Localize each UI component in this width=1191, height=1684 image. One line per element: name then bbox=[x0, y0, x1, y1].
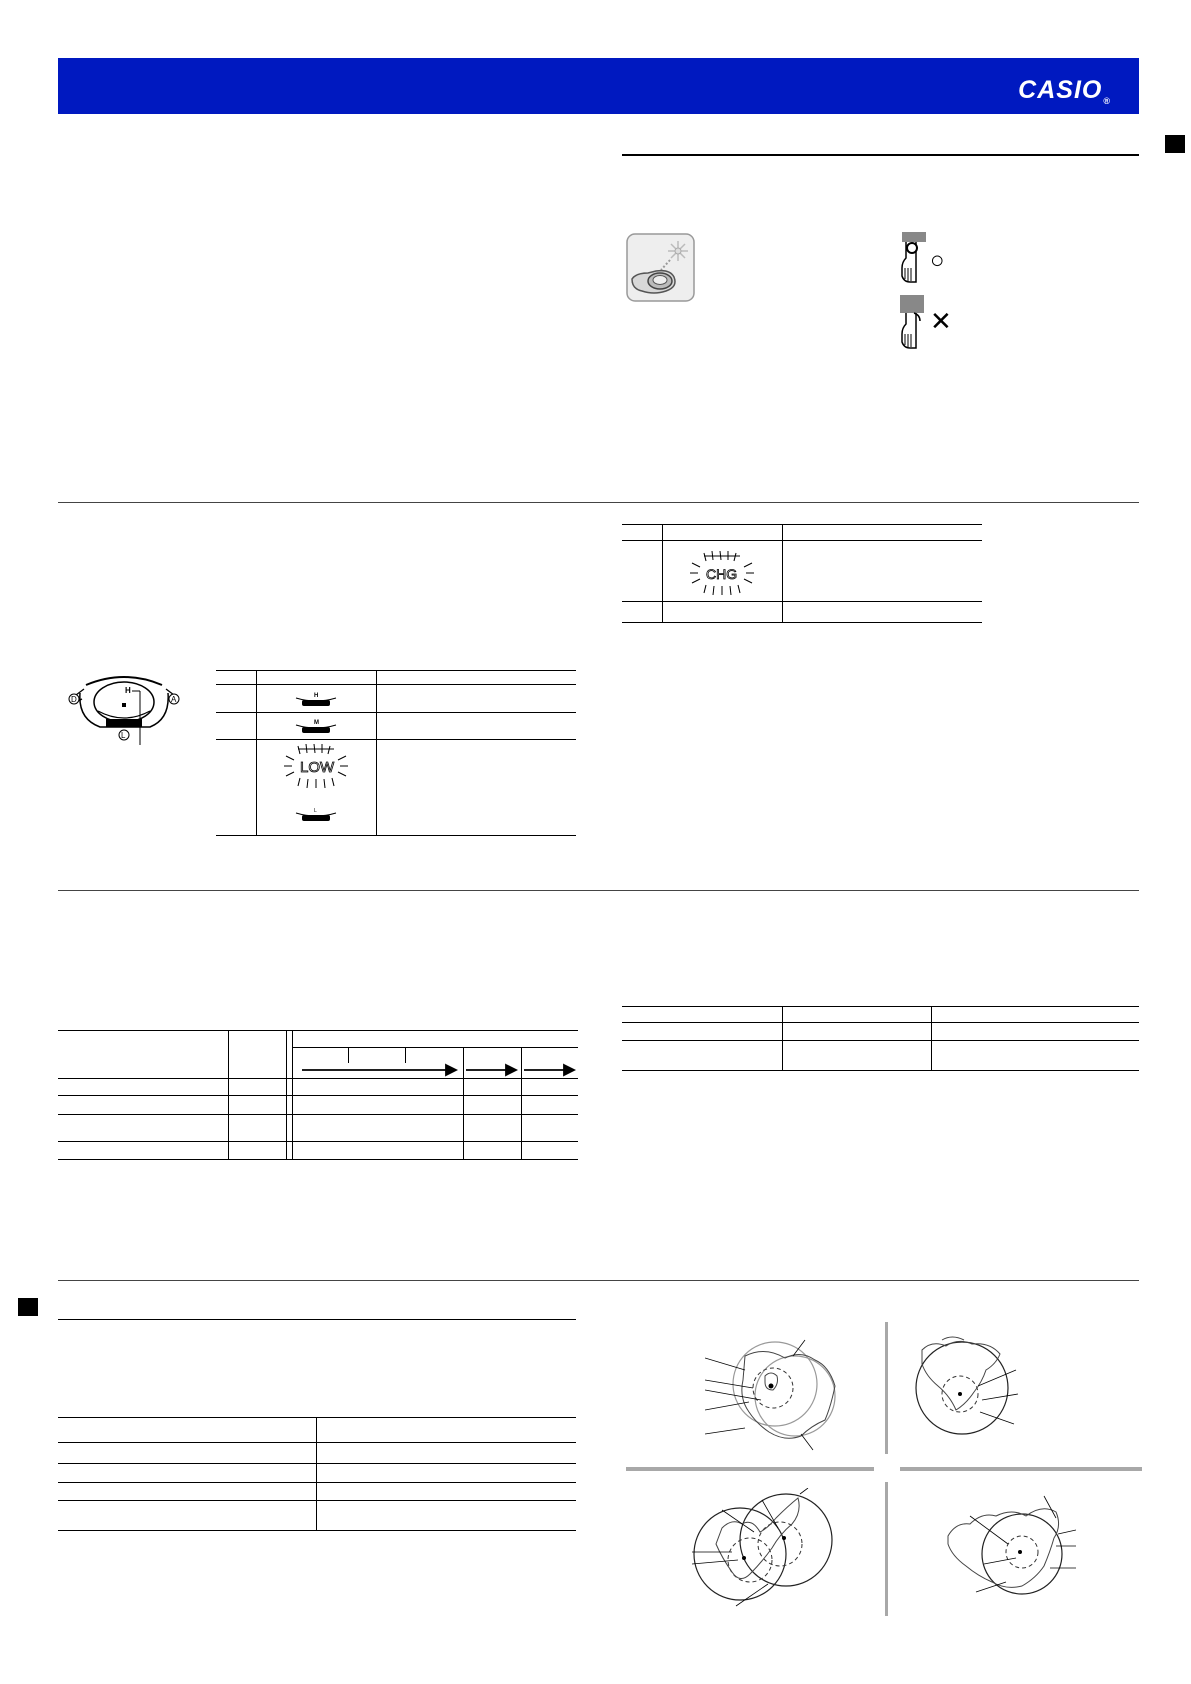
section-rule bbox=[622, 154, 1139, 156]
svg-text:A: A bbox=[171, 695, 177, 704]
china-map bbox=[946, 1492, 1076, 1612]
wrist-sleeve-icon bbox=[898, 295, 928, 350]
incorrect-wear-mark: ✕ bbox=[930, 306, 952, 336]
header-bar bbox=[58, 58, 1139, 114]
section-divider bbox=[58, 890, 1139, 891]
marker-h-label: H bbox=[125, 686, 131, 695]
japan-map bbox=[692, 1488, 842, 1618]
solar-charging-icon bbox=[626, 233, 695, 302]
level-l-display bbox=[294, 805, 338, 828]
svg-text:CHG: CHG bbox=[706, 566, 738, 582]
section-rule bbox=[58, 1319, 576, 1320]
svg-text:D: D bbox=[71, 695, 77, 704]
section-divider bbox=[58, 502, 1139, 503]
svg-text:L: L bbox=[121, 731, 126, 740]
brand-logo: CASIO® bbox=[1018, 76, 1111, 106]
correct-wear-mark: ○ bbox=[930, 247, 945, 274]
low-flashing-display bbox=[284, 744, 348, 793]
chg-flashing-display bbox=[690, 551, 754, 600]
level-m-display bbox=[294, 717, 338, 740]
wrist-sleeve-icon bbox=[898, 232, 928, 284]
svg-text:L: L bbox=[314, 808, 317, 814]
map-separator bbox=[900, 1467, 1142, 1471]
level-progression-arrows bbox=[300, 1063, 578, 1077]
svg-text:LOW: LOW bbox=[300, 759, 335, 776]
map-separator bbox=[626, 1467, 874, 1471]
europe-map bbox=[705, 1336, 855, 1456]
level-h-display bbox=[294, 690, 338, 713]
map-separator bbox=[885, 1322, 888, 1454]
watch-dial-icon bbox=[66, 675, 186, 755]
svg-text:H: H bbox=[314, 693, 319, 699]
section-divider bbox=[58, 1280, 1139, 1281]
section-marker-icon bbox=[1165, 135, 1185, 153]
map-separator bbox=[885, 1482, 888, 1616]
svg-text:M: M bbox=[314, 720, 319, 726]
north-america-map bbox=[912, 1336, 1042, 1456]
section-marker-icon bbox=[18, 1298, 38, 1316]
